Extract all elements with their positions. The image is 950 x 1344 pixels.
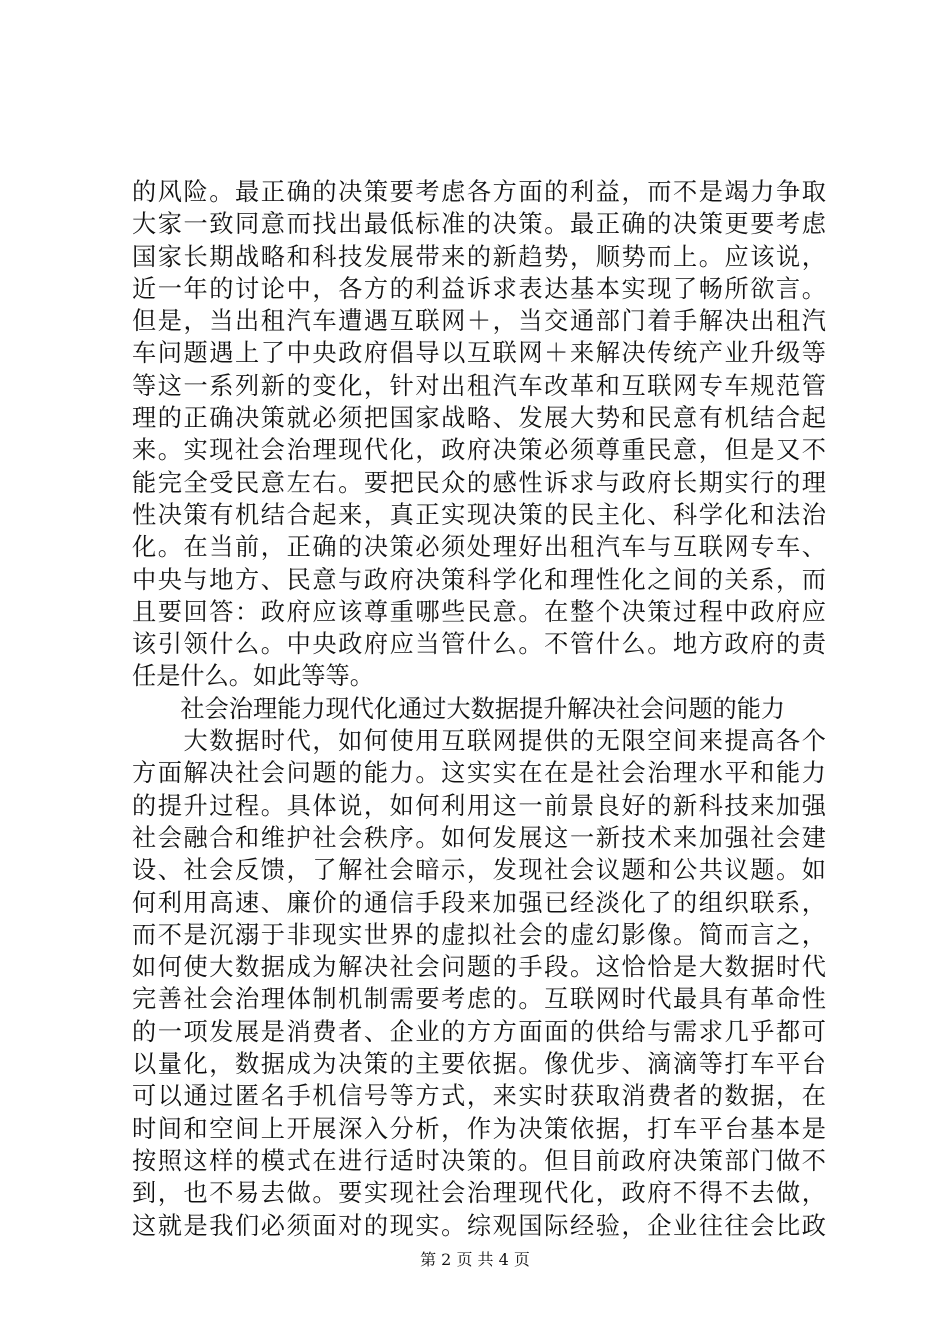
body-text — [132, 176, 826, 1242]
text-line: 何利用高速、廉价的通信手段来加强已经淡化了的组织联系， — [132, 888, 826, 917]
text-line: 这就是我们必须面对的现实。综观国际经验，企业往往会比政 — [132, 1211, 826, 1240]
text-line: 的提升过程。具体说，如何利用这一前景良好的新科技来加强 — [132, 791, 826, 820]
text-line: 性决策有机结合起来，真正实现决策的民主化、科学化和法治 — [132, 500, 826, 529]
text-line: 按照这样的模式在进行适时决策的。但目前政府决策部门做不 — [132, 1146, 826, 1175]
text-line: 到，也不易去做。要实现社会治理现代化，政府不得不去做， — [132, 1179, 826, 1208]
text-line: 中央与地方、民意与政府决策科学化和理性化之间的关系，而 — [132, 565, 826, 594]
text-line: 车问题遇上了中央政府倡导以互联网＋来解决传统产业升级等 — [132, 339, 826, 368]
text-line: 的一项发展是消费者、企业的方方面面的供给与需求几乎都可 — [132, 1017, 826, 1046]
text-line: 时间和空间上开展深入分析，作为决策依据，打车平台基本是 — [132, 1114, 826, 1143]
text-line: 而不是沉溺于非现实世界的虚拟社会的虚幻影像。简而言之， — [132, 920, 826, 949]
text-line: 该引领什么。中央政府应当管什么。不管什么。地方政府的责 — [132, 630, 826, 659]
text-line: 国家长期战略和科技发展带来的新趋势，顺势而上。应该说， — [132, 242, 826, 271]
text-line: 理的正确决策就必须把国家战略、发展大势和民意有机结合起 — [132, 404, 826, 433]
page-number-footer: 第 2 页 共 4 页 — [420, 1250, 530, 1269]
text-line: 但是，当出租汽车遭遇互联网＋，当交通部门着手解决出租汽 — [132, 307, 826, 336]
text-line: 社会融合和维护社会秩序。如何发展这一新技术来加强社会建 — [132, 823, 826, 852]
text-line: 设、社会反馈，了解社会暗示，发现社会议题和公共议题。如 — [132, 856, 826, 885]
text-line: 任是什么。如此等等。 — [132, 662, 374, 691]
text-line: 来。实现社会治理现代化，政府决策必须尊重民意，但是又不 — [132, 436, 826, 465]
section-heading: 社会治理能力现代化通过大数据提升解决社会问题的能力 — [132, 694, 786, 723]
text-line: 大数据时代，如何使用互联网提供的无限空间来提高各个 — [132, 727, 826, 756]
text-line: 完善社会治理体制机制需要考虑的。互联网时代最具有革命性 — [132, 985, 826, 1014]
text-line: 能完全受民意左右。要把民众的感性诉求与政府长期实行的理 — [132, 468, 826, 497]
text-line: 以量化，数据成为决策的主要依据。像优步、滴滴等打车平台 — [132, 1050, 826, 1079]
text-line: 如何使大数据成为解决社会问题的手段。这恰恰是大数据时代 — [132, 953, 826, 982]
text-line: 大家一致同意而找出最低标准的决策。最正确的决策更要考虑 — [132, 210, 826, 239]
text-line: 的风险。最正确的决策要考虑各方面的利益，而不是竭力争取 — [132, 178, 826, 206]
text-line: 等这一系列新的变化，针对出租汽车改革和互联网专车规范管 — [132, 371, 826, 400]
text-line: 化。在当前，正确的决策必须处理好出租汽车与互联网专车、 — [132, 533, 826, 562]
text-line: 近一年的讨论中，各方的利益诉求表达基本实现了畅所欲言。 — [132, 274, 826, 303]
text-line: 且要回答：政府应该尊重哪些民意。在整个决策过程中政府应 — [132, 597, 826, 626]
text-line: 方面解决社会问题的能力。这实实在在是社会治理水平和能力 — [132, 759, 826, 788]
text-line: 可以通过匿名手机信号等方式，来实时获取消费者的数据，在 — [132, 1082, 826, 1111]
